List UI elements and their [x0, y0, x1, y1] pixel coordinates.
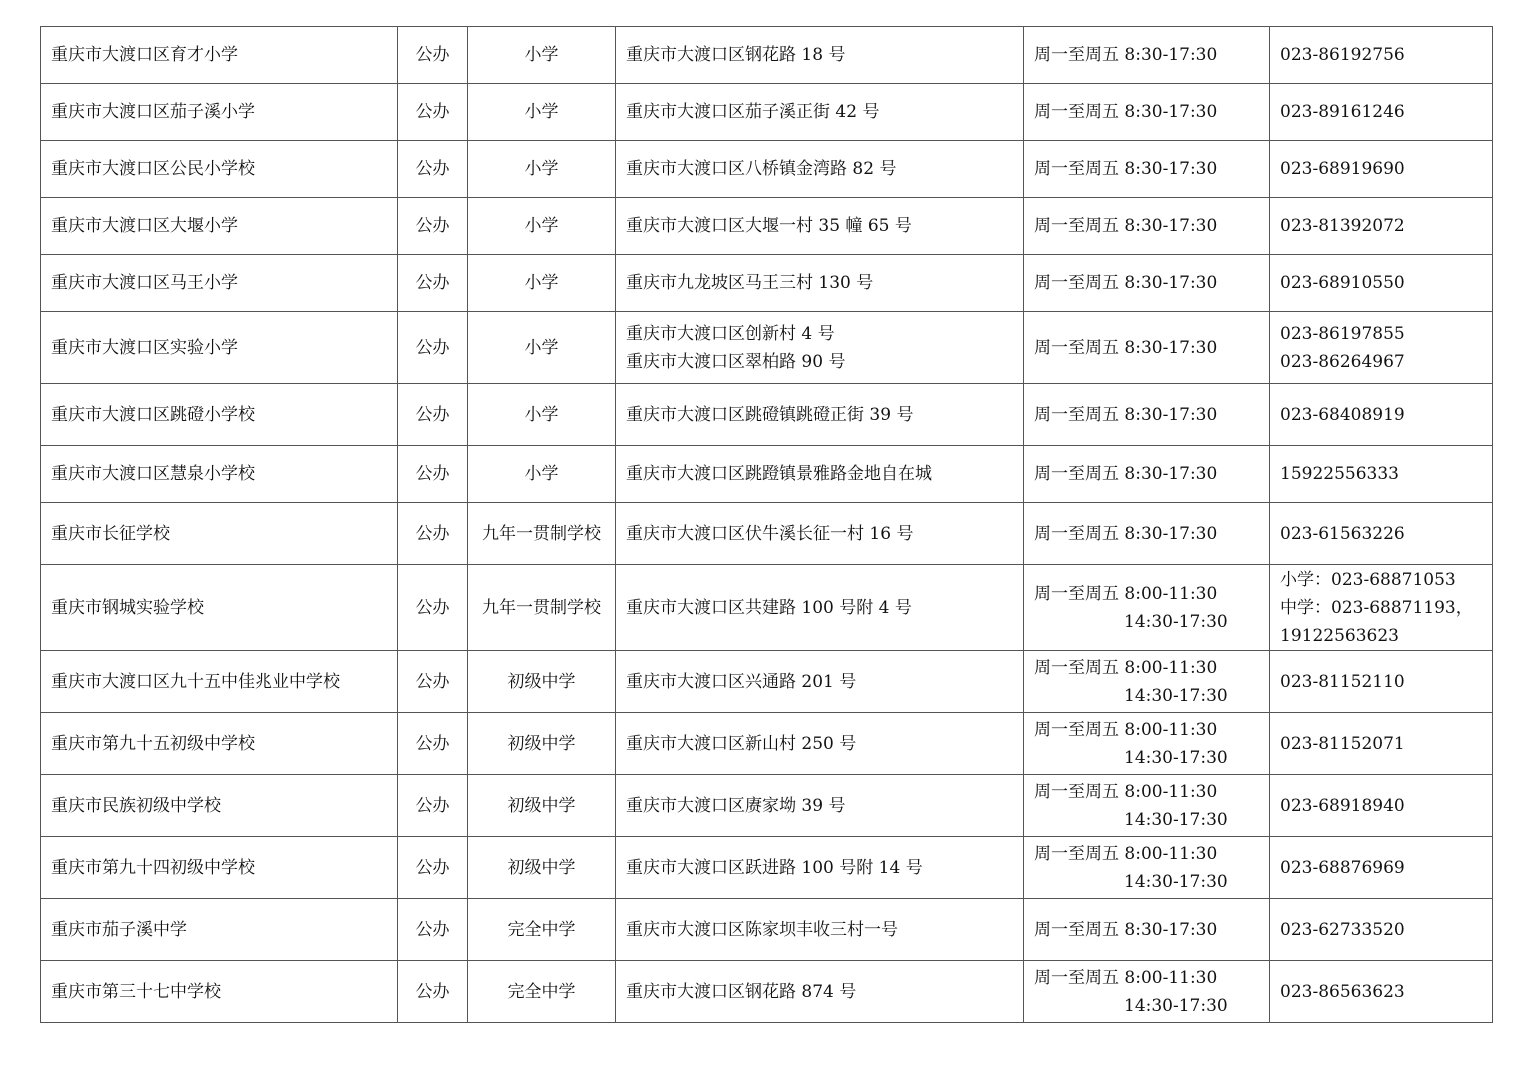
- table-row: [41, 27, 1493, 84]
- school-name-cell: 重庆市第九十五初级中学校: [41, 713, 398, 775]
- office-hours-cell-line: 周一至周五 8:00-11:30: [1034, 967, 1218, 988]
- address-cell-line: 重庆市大渡口区创新村 4 号: [626, 323, 835, 344]
- address-cell: [616, 503, 1024, 565]
- phone-cell-line: 中学：023-68871193，: [1280, 597, 1473, 618]
- school-type-cell: 公办: [398, 651, 468, 713]
- phone-cell-line: 023-68918940: [1280, 795, 1405, 816]
- office-hours-cell-line: 14:30-17:30: [1124, 995, 1228, 1016]
- phone-cell: [1270, 446, 1493, 503]
- school-name-cell: 重庆市大渡口区九十五中佳兆业中学校: [41, 651, 398, 713]
- phone-cell-line: 023-61563226: [1280, 523, 1405, 544]
- address-cell: [616, 775, 1024, 837]
- office-hours-cell-line: 周一至周五 8:30-17:30: [1034, 102, 1218, 122]
- office-hours-cell-line: 14:30-17:30: [1124, 747, 1228, 768]
- school-table-body: [41, 27, 1493, 1023]
- phone-cell: [1270, 312, 1493, 384]
- phone-cell-line: 023-86264967: [1280, 351, 1405, 372]
- table-row: [41, 198, 1493, 255]
- address-cell-line: 重庆市大渡口区跳蹬镇景雅路金地自在城: [626, 464, 932, 484]
- school-level-cell: 小学: [468, 312, 616, 384]
- address-cell-line: 重庆市大渡口区兴通路 201 号: [626, 671, 857, 692]
- office-hours-cell-line: 14:30-17:30: [1124, 685, 1228, 706]
- school-name-cell: 重庆市长征学校: [41, 503, 398, 565]
- school-name-cell: 重庆市大渡口区马王小学: [41, 255, 398, 312]
- address-cell: [616, 651, 1024, 713]
- office-hours-cell-line: 周一至周五 8:30-17:30: [1034, 45, 1218, 65]
- school-type-cell: 公办: [398, 565, 468, 651]
- office-hours-cell-line: 14:30-17:30: [1124, 871, 1228, 892]
- table-row: [41, 775, 1493, 837]
- school-name-cell: 重庆市大渡口区跳磴小学校: [41, 384, 398, 446]
- address-cell: [616, 27, 1024, 84]
- address-cell: [616, 961, 1024, 1023]
- phone-cell: [1270, 503, 1493, 565]
- address-cell: [616, 198, 1024, 255]
- office-hours-cell: [1024, 27, 1270, 84]
- table-row: [41, 713, 1493, 775]
- phone-cell: [1270, 651, 1493, 713]
- school-name-cell: 重庆市钢城实验学校: [41, 565, 398, 651]
- office-hours-cell: [1024, 775, 1270, 837]
- school-type-cell: 公办: [398, 503, 468, 565]
- address-cell-line: 重庆市大渡口区陈家坝丰收三村一号: [626, 919, 898, 940]
- school-table: [40, 26, 1493, 1023]
- school-type-cell: 公办: [398, 198, 468, 255]
- phone-cell: [1270, 84, 1493, 141]
- office-hours-cell: [1024, 713, 1270, 775]
- school-level-cell: 小学: [468, 255, 616, 312]
- school-type-cell: 公办: [398, 961, 468, 1023]
- school-name-cell: 重庆市大渡口区慧泉小学校: [41, 446, 398, 503]
- office-hours-cell-line: 周一至周五 8:00-11:30: [1034, 781, 1218, 802]
- office-hours-cell-line: 周一至周五 8:30-17:30: [1034, 159, 1218, 179]
- address-cell-line: 重庆市大渡口区茄子溪正街 42 号: [626, 102, 880, 122]
- school-name-cell: 重庆市大渡口区实验小学: [41, 312, 398, 384]
- school-type-cell: 公办: [398, 446, 468, 503]
- phone-cell: [1270, 899, 1493, 961]
- school-name-cell: 重庆市大渡口区公民小学校: [41, 141, 398, 198]
- school-level-cell: 九年一贯制学校: [468, 503, 616, 565]
- school-level-cell: 小学: [468, 27, 616, 84]
- address-cell: [616, 837, 1024, 899]
- school-type-cell: 公办: [398, 141, 468, 198]
- school-level-cell: 初级中学: [468, 713, 616, 775]
- school-name-cell: 重庆市大渡口区茄子溪小学: [41, 84, 398, 141]
- school-level-cell: 完全中学: [468, 899, 616, 961]
- phone-cell: [1270, 198, 1493, 255]
- phone-cell-line: 023-68919690: [1280, 159, 1405, 179]
- school-type-cell: 公办: [398, 384, 468, 446]
- school-type-cell: 公办: [398, 27, 468, 84]
- school-name-cell: 重庆市茄子溪中学: [41, 899, 398, 961]
- office-hours-cell: [1024, 255, 1270, 312]
- phone-cell-line: 19122563623: [1280, 625, 1399, 646]
- school-level-cell: 小学: [468, 141, 616, 198]
- school-type-cell: 公办: [398, 312, 468, 384]
- table-row: [41, 961, 1493, 1023]
- phone-cell: [1270, 961, 1493, 1023]
- address-cell-line: 重庆市大渡口区翠柏路 90 号: [626, 351, 846, 372]
- office-hours-cell-line: 周一至周五 8:00-11:30: [1034, 719, 1218, 740]
- phone-cell-line: 023-81392072: [1280, 216, 1405, 236]
- office-hours-cell: [1024, 837, 1270, 899]
- office-hours-cell: [1024, 84, 1270, 141]
- phone-cell-line: 023-68876969: [1280, 857, 1405, 878]
- office-hours-cell-line: 周一至周五 8:30-17:30: [1034, 464, 1218, 484]
- school-name-cell: 重庆市大渡口区大堰小学: [41, 198, 398, 255]
- school-level-cell: 初级中学: [468, 651, 616, 713]
- phone-cell-line: 023-86563623: [1280, 981, 1405, 1002]
- phone-cell: [1270, 384, 1493, 446]
- address-cell-line: 重庆市九龙坡区马王三村 130 号: [626, 273, 874, 293]
- office-hours-cell: [1024, 961, 1270, 1023]
- office-hours-cell: [1024, 651, 1270, 713]
- office-hours-cell: [1024, 565, 1270, 651]
- office-hours-cell: [1024, 198, 1270, 255]
- school-name-cell: 重庆市第三十七中学校: [41, 961, 398, 1023]
- table-row: [41, 384, 1493, 446]
- table-row: [41, 255, 1493, 312]
- school-name-cell: 重庆市第九十四初级中学校: [41, 837, 398, 899]
- address-cell-line: 重庆市大渡口区赓家坳 39 号: [626, 795, 846, 816]
- table-row: [41, 141, 1493, 198]
- office-hours-cell-line: 周一至周五 8:30-17:30: [1034, 404, 1218, 425]
- office-hours-cell: [1024, 503, 1270, 565]
- school-level-cell: 小学: [468, 384, 616, 446]
- address-cell-line: 重庆市大渡口区钢花路 18 号: [626, 45, 846, 65]
- address-cell: [616, 84, 1024, 141]
- school-level-cell: 初级中学: [468, 837, 616, 899]
- school-type-cell: 公办: [398, 713, 468, 775]
- school-level-cell: 完全中学: [468, 961, 616, 1023]
- address-cell: [616, 713, 1024, 775]
- table-row: [41, 899, 1493, 961]
- phone-cell-line: 023-86197855: [1280, 323, 1405, 344]
- phone-cell: [1270, 713, 1493, 775]
- phone-cell: [1270, 141, 1493, 198]
- office-hours-cell-line: 周一至周五 8:30-17:30: [1034, 523, 1218, 544]
- phone-cell-line: 023-86192756: [1280, 45, 1405, 65]
- document-page: [40, 26, 1492, 1023]
- phone-cell-line: 023-89161246: [1280, 102, 1405, 122]
- school-level-cell: 九年一贯制学校: [468, 565, 616, 651]
- school-type-cell: 公办: [398, 837, 468, 899]
- school-level-cell: 初级中学: [468, 775, 616, 837]
- table-row: [41, 312, 1493, 384]
- phone-cell: [1270, 255, 1493, 312]
- address-cell: [616, 899, 1024, 961]
- office-hours-cell: [1024, 141, 1270, 198]
- address-cell: [616, 255, 1024, 312]
- address-cell-line: 重庆市大渡口区共建路 100 号附 4 号: [626, 597, 912, 618]
- office-hours-cell: [1024, 312, 1270, 384]
- school-name-cell: 重庆市大渡口区育才小学: [41, 27, 398, 84]
- address-cell: [616, 384, 1024, 446]
- office-hours-cell-line: 周一至周五 8:30-17:30: [1034, 337, 1218, 358]
- school-level-cell: 小学: [468, 446, 616, 503]
- table-row: [41, 446, 1493, 503]
- phone-cell-line: 15922556333: [1280, 464, 1399, 484]
- address-cell: [616, 565, 1024, 651]
- office-hours-cell-line: 周一至周五 8:00-11:30: [1034, 583, 1218, 604]
- school-name-cell: 重庆市民族初级中学校: [41, 775, 398, 837]
- school-level-cell: 小学: [468, 198, 616, 255]
- address-cell-line: 重庆市大渡口区钢花路 874 号: [626, 981, 857, 1002]
- address-cell-line: 重庆市大渡口区新山村 250 号: [626, 733, 857, 754]
- table-row: [41, 565, 1493, 651]
- phone-cell-line: 小学：023-68871053: [1280, 569, 1456, 590]
- office-hours-cell: [1024, 446, 1270, 503]
- office-hours-cell-line: 14:30-17:30: [1124, 611, 1228, 632]
- phone-cell: [1270, 837, 1493, 899]
- office-hours-cell-line: 周一至周五 8:30-17:30: [1034, 216, 1218, 236]
- office-hours-cell: [1024, 899, 1270, 961]
- school-type-cell: 公办: [398, 775, 468, 837]
- address-cell: [616, 312, 1024, 384]
- table-row: [41, 837, 1493, 899]
- phone-cell: [1270, 27, 1493, 84]
- school-level-cell: 小学: [468, 84, 616, 141]
- phone-cell-line: 023-62733520: [1280, 919, 1405, 940]
- phone-cell-line: 023-81152110: [1280, 671, 1405, 692]
- office-hours-cell-line: 14:30-17:30: [1124, 809, 1228, 830]
- address-cell-line: 重庆市大渡口区伏牛溪长征一村 16 号: [626, 523, 914, 544]
- office-hours-cell-line: 周一至周五 8:00-11:30: [1034, 657, 1218, 678]
- office-hours-cell: [1024, 384, 1270, 446]
- school-type-cell: 公办: [398, 899, 468, 961]
- phone-cell: [1270, 775, 1493, 837]
- address-cell: [616, 141, 1024, 198]
- office-hours-cell-line: 周一至周五 8:00-11:30: [1034, 843, 1218, 864]
- address-cell-line: 重庆市大渡口区跃进路 100 号附 14 号: [626, 857, 923, 878]
- office-hours-cell-line: 周一至周五 8:30-17:30: [1034, 919, 1218, 940]
- school-type-cell: 公办: [398, 84, 468, 141]
- phone-cell-line: 023-81152071: [1280, 733, 1405, 754]
- address-cell: [616, 446, 1024, 503]
- office-hours-cell-line: 周一至周五 8:30-17:30: [1034, 273, 1218, 293]
- table-row: [41, 503, 1493, 565]
- address-cell-line: 重庆市大渡口区跳磴镇跳磴正街 39 号: [626, 404, 914, 425]
- phone-cell-line: 023-68910550: [1280, 273, 1405, 293]
- table-row: [41, 84, 1493, 141]
- address-cell-line: 重庆市大渡口区大堰一村 35 幢 65 号: [626, 216, 912, 236]
- address-cell-line: 重庆市大渡口区八桥镇金湾路 82 号: [626, 159, 897, 179]
- phone-cell: [1270, 565, 1493, 651]
- phone-cell-line: 023-68408919: [1280, 404, 1405, 425]
- table-row: [41, 651, 1493, 713]
- school-type-cell: 公办: [398, 255, 468, 312]
